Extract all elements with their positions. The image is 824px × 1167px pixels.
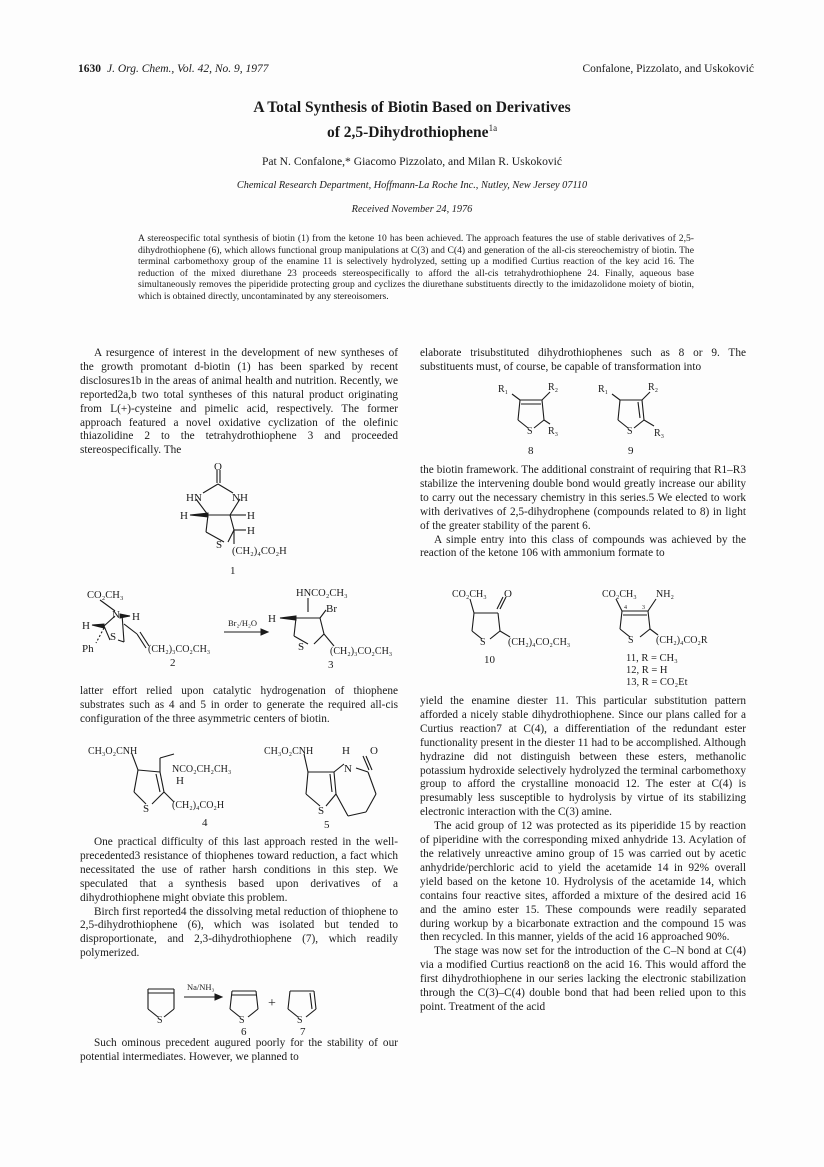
label-nco: NCO₂CH₂CH₃ [172, 764, 232, 775]
label-s: S [318, 805, 325, 817]
label-n: N [344, 763, 352, 775]
compound-label-13: 13, R = CO₂Et [626, 677, 688, 688]
label-h2: H [82, 620, 90, 632]
right-paragraph-1: elaborate trisubstituted dihydrothiophenes such as 8 or 9. The substituents must, of course, be capable of transformation into [420, 347, 746, 373]
received-date: Received November 24, 1976 [351, 204, 473, 215]
right-paragraphs-2-3: the biotin framework. The additional constraint of requiring that R1–R3 stabilize the intervening double bond would greatly increase our ability to carry out the necessary chemistry in this series.5 We elected to work with derivatives of 2,5-dihydrophene (compounds related to 8) in light of the greater stability of the parent 6. A simple entry into this class of compounds was achieved by the reaction of the ketone 106 with ammonium formate to [420, 464, 746, 560]
label-r2: R₂ [548, 382, 559, 393]
label-h-right2: H [247, 525, 255, 537]
label-hnco2ch3: HNCO₂CH₃ [296, 588, 348, 599]
label-o: O [370, 745, 378, 757]
label-s-6: S [239, 1015, 245, 1026]
label-h-right: H [247, 510, 255, 522]
label-o: O [214, 462, 222, 473]
affiliation: Chemical Research Department, Hoffmann-La Roche Inc., Nutley, New Jersey 07110 [236, 180, 588, 191]
label-h: H [176, 775, 184, 787]
label-s-thiophene: S [157, 1015, 163, 1026]
page-number: 1630 [78, 63, 101, 75]
label-nh: NH [232, 492, 248, 504]
label-pos4: 4 [624, 605, 627, 611]
left-paragraph-1: A resurgence of interest in the development of new syntheses of the growth promotant d-biotin (1) has been sparked by recent disclosures1b in the areas of animal health and nutrition. Recently, we reported2a,b two total syntheses of this natural product originating from L(+)-cysteine and pimelic acid, respectively. The former approach featured a novel oxidative cyclization of the olefinic thiazolidine 2 to the tetrahydrothiophene 3 and proceeded stereospecifically. The [80, 347, 398, 457]
structure-dihydrothiophene-9 [592, 378, 688, 458]
title-footnote-marker: 1a [488, 123, 498, 133]
label-s: S [480, 637, 486, 648]
label-h: H [268, 613, 276, 625]
label-co2ch3: CO₂CH₃ [87, 590, 124, 601]
label-r1: R₁ [598, 384, 609, 395]
label-co2ch3: CO₂CH₃ [452, 589, 487, 600]
label-r1: R₁ [498, 384, 509, 395]
compound-number: 2 [170, 657, 176, 668]
label-chain: (CH₂)₄CO₂H [232, 546, 287, 557]
label-s: S [110, 631, 117, 643]
article-title-line1: A Total Synthesis of Biotin Based on Derivatives [253, 99, 571, 116]
scheme-birch-reduction [140, 981, 340, 1035]
label-br: Br [326, 603, 337, 615]
structure-biotin-1 [168, 462, 328, 578]
compound-number: 9 [628, 445, 634, 457]
label-left: CH₃O₂CNH [264, 746, 314, 757]
running-header-left [78, 63, 269, 75]
running-header-authors: Confalone, Pizzolato, and Uskoković [582, 63, 754, 75]
label-chain: (CH₂)₄CO₂R [656, 635, 708, 646]
compound-number: 4 [202, 817, 208, 829]
structure-thiazolidine-2 [82, 588, 232, 668]
right-paragraphs-4-6: yield the enamine diester 11. This particular substitution pattern afforded a nicely stable dihydrothiophene. Since our plans called for a Curtius reaction7 at C(4), a differentiation of the redundant ester functionality present in the diester 11 had to be accomplished. Although hydrazine did not distinguish between these esters, methanolic potassium hydroxide selectively hydrolyzed the terminal carbomethoxy group to afford the crystalline monoacid 12. The ester at C(4) is presumably less susceptible to hydrolysis by virtue of its stabilizing electronic interaction with the C(3) amine. The acid group of 12 was protected as its piperidide 15 by reaction of piperidine with the corresponding mixed anhydride 13. Acylation of the relatively unreactive amino group of 15 was carried out by acetic anhydride/perchloric acid to yield the acetamide 14 in 92% overall yield based on the ketone 10. Hydrolysis of the acetamide 14, which contains four reactive sites, afforded a mixture of the desired acid 16 and the amino ester 15. These compounds were readily separated during workup by a bicarbonate extraction and the compound 15 was then recycled. In this manner, yields of the acid 16 approached 90%. The stage was now set for the introduction of the C–N bond at C(4) via a modified Curtius reaction8 on the acid 16. This would afford the first dihydrothiophene in our series lacking the electronic stabilization through the C(3)–C(4) double bond that had been relied upon to this point. Treatment of the acid [420, 695, 746, 1013]
compound-label-12: 12, R = H [626, 665, 668, 676]
label-chain: (CH₂)₄CO₂H [172, 800, 225, 811]
compound-label-11: 11, R = CH₃ [626, 653, 678, 664]
plus-sign: + [268, 996, 276, 1011]
compound-number-7: 7 [300, 1026, 306, 1035]
label-s: S [627, 426, 633, 437]
label-ph: Ph [82, 643, 94, 655]
left-paragraph-5: Such ominous precedent augured poorly for the stability of our potential intermediates. However, we planned to [80, 1037, 398, 1063]
label-s: S [216, 539, 223, 551]
reagent-label: Br₂/H₂O [228, 618, 258, 628]
label-s: S [628, 635, 634, 646]
label-s: S [298, 641, 305, 653]
label-r3: R₃ [548, 426, 559, 437]
compound-number-6: 6 [241, 1026, 247, 1035]
label-left: CH₃O₂CNH [88, 746, 138, 757]
label-r3: R₃ [654, 428, 665, 439]
label-h: H [132, 611, 140, 623]
label-h: H [342, 745, 350, 757]
label-pos3: 3 [642, 605, 645, 611]
label-chain: (CH₂)₃CO₂CH₃ [330, 646, 393, 657]
structure-dihydrothiophene-8 [492, 378, 582, 458]
reagent-label: Na/NH₃ [187, 982, 215, 992]
author-list: Pat N. Confalone,* Giacomo Pizzolato, and Milan R. Uskoković [261, 155, 563, 168]
compound-number: 3 [328, 659, 334, 668]
label-n: N [112, 609, 120, 621]
structure-tetrahydrothiophene-3 [268, 584, 408, 668]
label-s: S [143, 803, 150, 815]
article-title-line2: of 2,5-Dihydrothiophene$^{1a}$ [326, 123, 498, 142]
structure-bicyclic-5 [264, 742, 404, 830]
label-chain: (CH₂)₄CO₂CH₃ [508, 637, 571, 648]
compound-number: 5 [324, 819, 330, 830]
compound-number: 8 [528, 445, 534, 457]
left-paragraphs-3-4: One practical difficulty of this last approach rested in the well-precedented3 resistance of thiophenes toward reduction, a fact which necessitated the use of rather harsh conditions in this step. We speculated that a synthesis based upon derivatives of a dihydrothiophene might obviate this problem. Birch first reported4 the dissolving metal reduction of thiophene to 2,5-dihydrothiophene (6), which was isolated but tended to disproportionate, and 2,3-dihydrothiophene (7), which readily polymerized. [80, 836, 398, 960]
label-h-left: H [180, 510, 188, 522]
label-nh2: NH₂ [656, 589, 674, 600]
structure-thiophene-4 [88, 742, 263, 830]
label-s-7: S [297, 1015, 303, 1026]
abstract: A stereospecific total synthesis of biotin (1) from the ketone 10 has been achieved. The approach features the use of stable derivatives of 2,5-dihydrothiophene (6), which allows functional group manipulations at C(3) and C(4) and generation of the all-cis stereochemistry of biotin. The terminal carbomethoxy group of the enamine 11 is selectively hydrolyzed, setting up a modified Curtius reaction of the key acid 16. The reduction of the mixed diurethane 23 proceeds stereospecifically to afford the all-cis tetrahydrothiophene 24. Finally, aqueous base simultaneously removes the piperidide protecting group and cyclizes the diurethane substituents directly to the imidazolidone moiety of biotin, which is obtained directly, uncontaminated by any stereoisomers. [138, 233, 694, 302]
compound-number: 1 [230, 565, 236, 577]
label-o: O [504, 588, 512, 600]
reaction-arrow-2-3 [222, 618, 270, 648]
structure-enamine-11-13 [594, 585, 744, 691]
structure-ketone-10 [440, 585, 590, 667]
left-paragraph-2: latter effort relied upon catalytic hydrogenation of thiophene substrates such as 4 and 5 in order to generate the required all-cis configuration of the three asymmetric centers of biotin. [80, 685, 398, 725]
compound-number: 10 [484, 654, 495, 666]
label-r2: R₂ [648, 382, 659, 393]
label-co2ch3: CO₂CH₃ [602, 589, 637, 600]
label-s: S [527, 426, 533, 437]
journal-citation: J. Org. Chem., Vol. 42, No. 9, 1977 [107, 63, 269, 75]
label-hn: HN [186, 492, 202, 504]
label-chain: (CH₂)₃CO₂CH₃ [148, 644, 211, 655]
